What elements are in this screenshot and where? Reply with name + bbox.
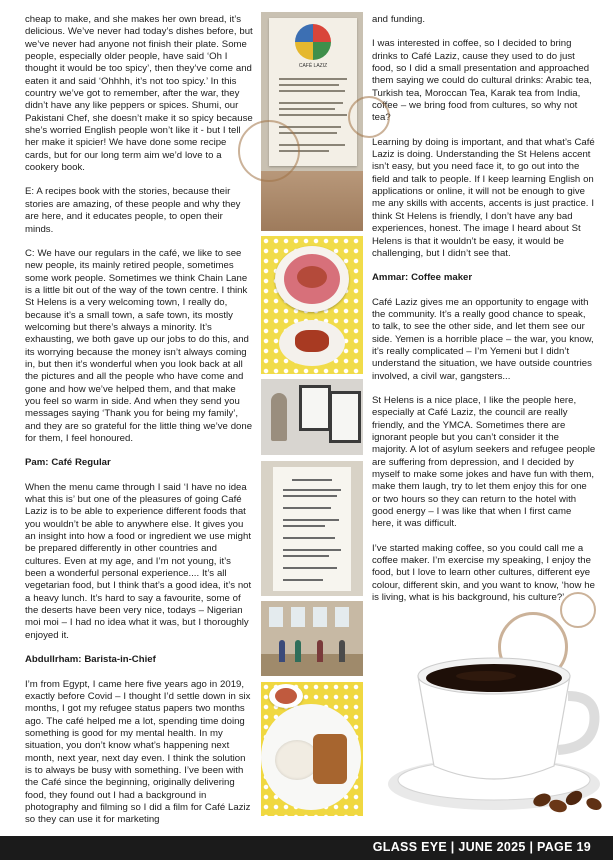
- article-paragraph: E: A recipes book with the stories, because their stories are amazing, of these people and why they are here, and it educates people, to open their minds.: [25, 186, 241, 235]
- photo-dessert-bowl: [261, 236, 363, 374]
- coffee-cup-icon: [382, 632, 610, 822]
- article-paragraph: St Helens is a nice place, I like the people here, especially at Café Laziz, the council are really friendly, and the YMCA. Sometimes there are ignorant people but you can’t consider it the majority. A lot of asylum seekers and refugee people are suffering from depression, and I decided by myself to make some jokes and have fun with them, make them laugh, try to let them enjoy this for one or two hours so they can return to the hotel with good energy – I was like that when I first came here, it was difficult.: [372, 394, 596, 530]
- section-heading-abdullrham: Abdullrham: Barista-in-Chief: [25, 654, 156, 666]
- photo-lamp-and-certificates: [261, 379, 363, 455]
- coffee-stain-icon: [238, 120, 300, 182]
- coffee-stain-icon: [348, 96, 390, 138]
- card-brand: CAFÉ LAZIZ: [298, 63, 328, 69]
- article-paragraph: I’m from Egypt, I came here five years ago in 2019, exactly before Covid – I thought I’d settle down in six months, I got my refugee status papers two months ago. The café helped me a lot, spending time doing something is good for my mental health. In my situation, you don’t know what’s happening next month, next year, next day even. I think the solution is to always be busy with something. I’ve been with the Café since the beginning, originally delivering food, they found out I had a background in photography and filming so I did a film for Café Laziz so they can use it for marketing: [25, 678, 251, 826]
- article-paragraph: I’ve started making coffee, so you could call me a coffee maker. I’m exercise my speaking, I enjoy the food, but I love to learn other cultures, different eye colour, different skin, and you want to know, ‘how he is living, what is his background, his culture?’: [372, 542, 595, 604]
- article-paragraph: When the menu came through I said ‘I have no idea what this is’ but one of the pleasures of going Café Laziz is to be able to experience different foods that you wouldn’t be able to anywhere else. It gives you an insight into how a food or ingredient we use might be prepared differently in other countries and cultures. Even at my age, and I’m not young, it’s been a wonderful personal experience.... It’s all vegetarian food, but I think that’s a good idea, it’s not a heavy lunch. It’s hard to say a favourite, some of the deserts have been very nice, todays – Nigerian moi moi – I had no idea what it was, but I thoroughly enjoyed it.: [25, 481, 252, 641]
- article-paragraph: I was interested in coffee, so I decided to bring drinks to Café Laziz, cause they used to do just food, so I did a small presentation and approached them saying we could do cultural drinks: Arabic tea, Turkish tea, Moroccan Tea, Karak tea from India, coffee – we bring food from cultures, so why not tea?: [372, 38, 592, 124]
- cafe-logo-icon: [295, 24, 331, 60]
- certificate-frame: [329, 391, 361, 443]
- dinner-plate: [261, 704, 361, 810]
- printed-menu: [273, 467, 351, 591]
- footer-publication-info: GLASS EYE | JUNE 2025 | PAGE 19: [372, 840, 591, 854]
- article-paragraph: C: We have our regulars in the café, we like to see new people, its mainly retired people, sometimes some work people. Sometimes we think Chain Lane is a little bit out of the way of the town centre. I think St Helens is a very welcoming town, I really do, because it’s a small town, a safe town, its mostly welcoming but there’s always a minority. It’s exhausting, we both gave up our jobs to do this, and its worrying because the money isn’t always coming in, but then it’s wonderful when you look back at all the pictures and all the people who have come and gone and how we’ve helped them, and that make you feel so warm in side. And when they send you messages saying ‘Thank you for being my family’, and they are so grateful for the little thing we’ve done for them, I feel honoured.: [25, 247, 253, 444]
- photo-food-plate: [261, 682, 363, 816]
- article-column-right: [372, 14, 596, 616]
- article-column-left: [25, 14, 253, 839]
- sauce-bowl: [269, 684, 303, 708]
- coffee-stain-icon: [560, 592, 596, 628]
- article-paragraph: Learning by doing is important, and that what’s Café Laziz is doing. Understanding the St Helens accent isn’t easy, but you need face it, to go out into the field and talk to people. If I keep learning English on applications or online, it will not be enough to give me any skills with accents, accents is just practice. I think St Helens is friendly, I don’t have any bad experiences, honest. The image I heard about St Helens is that it wouldn’t be easy, it would be challenging, but I didn’t see that.: [372, 136, 595, 259]
- section-heading-ammar: Ammar: Coffee maker: [372, 272, 473, 284]
- sauce-dish: [279, 320, 345, 366]
- dessert-bowl: [275, 246, 349, 312]
- page-footer: [0, 836, 613, 860]
- certificate-frame: [299, 385, 331, 431]
- photo-printed-menu: [261, 461, 363, 596]
- section-heading-pam: Pam: Café Regular: [25, 457, 111, 469]
- article-paragraph: and funding.: [372, 14, 426, 25]
- article-paragraph: Café Laziz gives me an opportunity to engage with the community. It’s a really good chance to speak, to talk, to see the other side, and let them see our side. Yemen is a horrible place – the war, you know, it’s really complicated – I’m Yemeni but I didn’t understand the situation, we have outside countries involved, a civil war, gangsters...: [372, 296, 594, 382]
- article-paragraph: cheap to make, and she makes her own bread, it’s delicious. We’ve never had today’s dishes before, but we’ve never had anyone not finish their plate. Some people, especially older people, have said ‘Oh I thought it would be too spicy’, then they’ve come and eaten it and said ‘Ohhhh, it’s not too spicy.’ In this country we’ve got to remember, after the war, they didn’t have any like peppers or spices. Shumi, our Pakistani Chef, she doesn’t make it so spicy because she’s worried English people won’t like it - but I tell her make it spicier! We have done some recipe cards, but for our long term aim we’d love to a cookery book.: [25, 14, 253, 174]
- photo-community-hall: [261, 601, 363, 676]
- lantern-icon: [271, 393, 287, 441]
